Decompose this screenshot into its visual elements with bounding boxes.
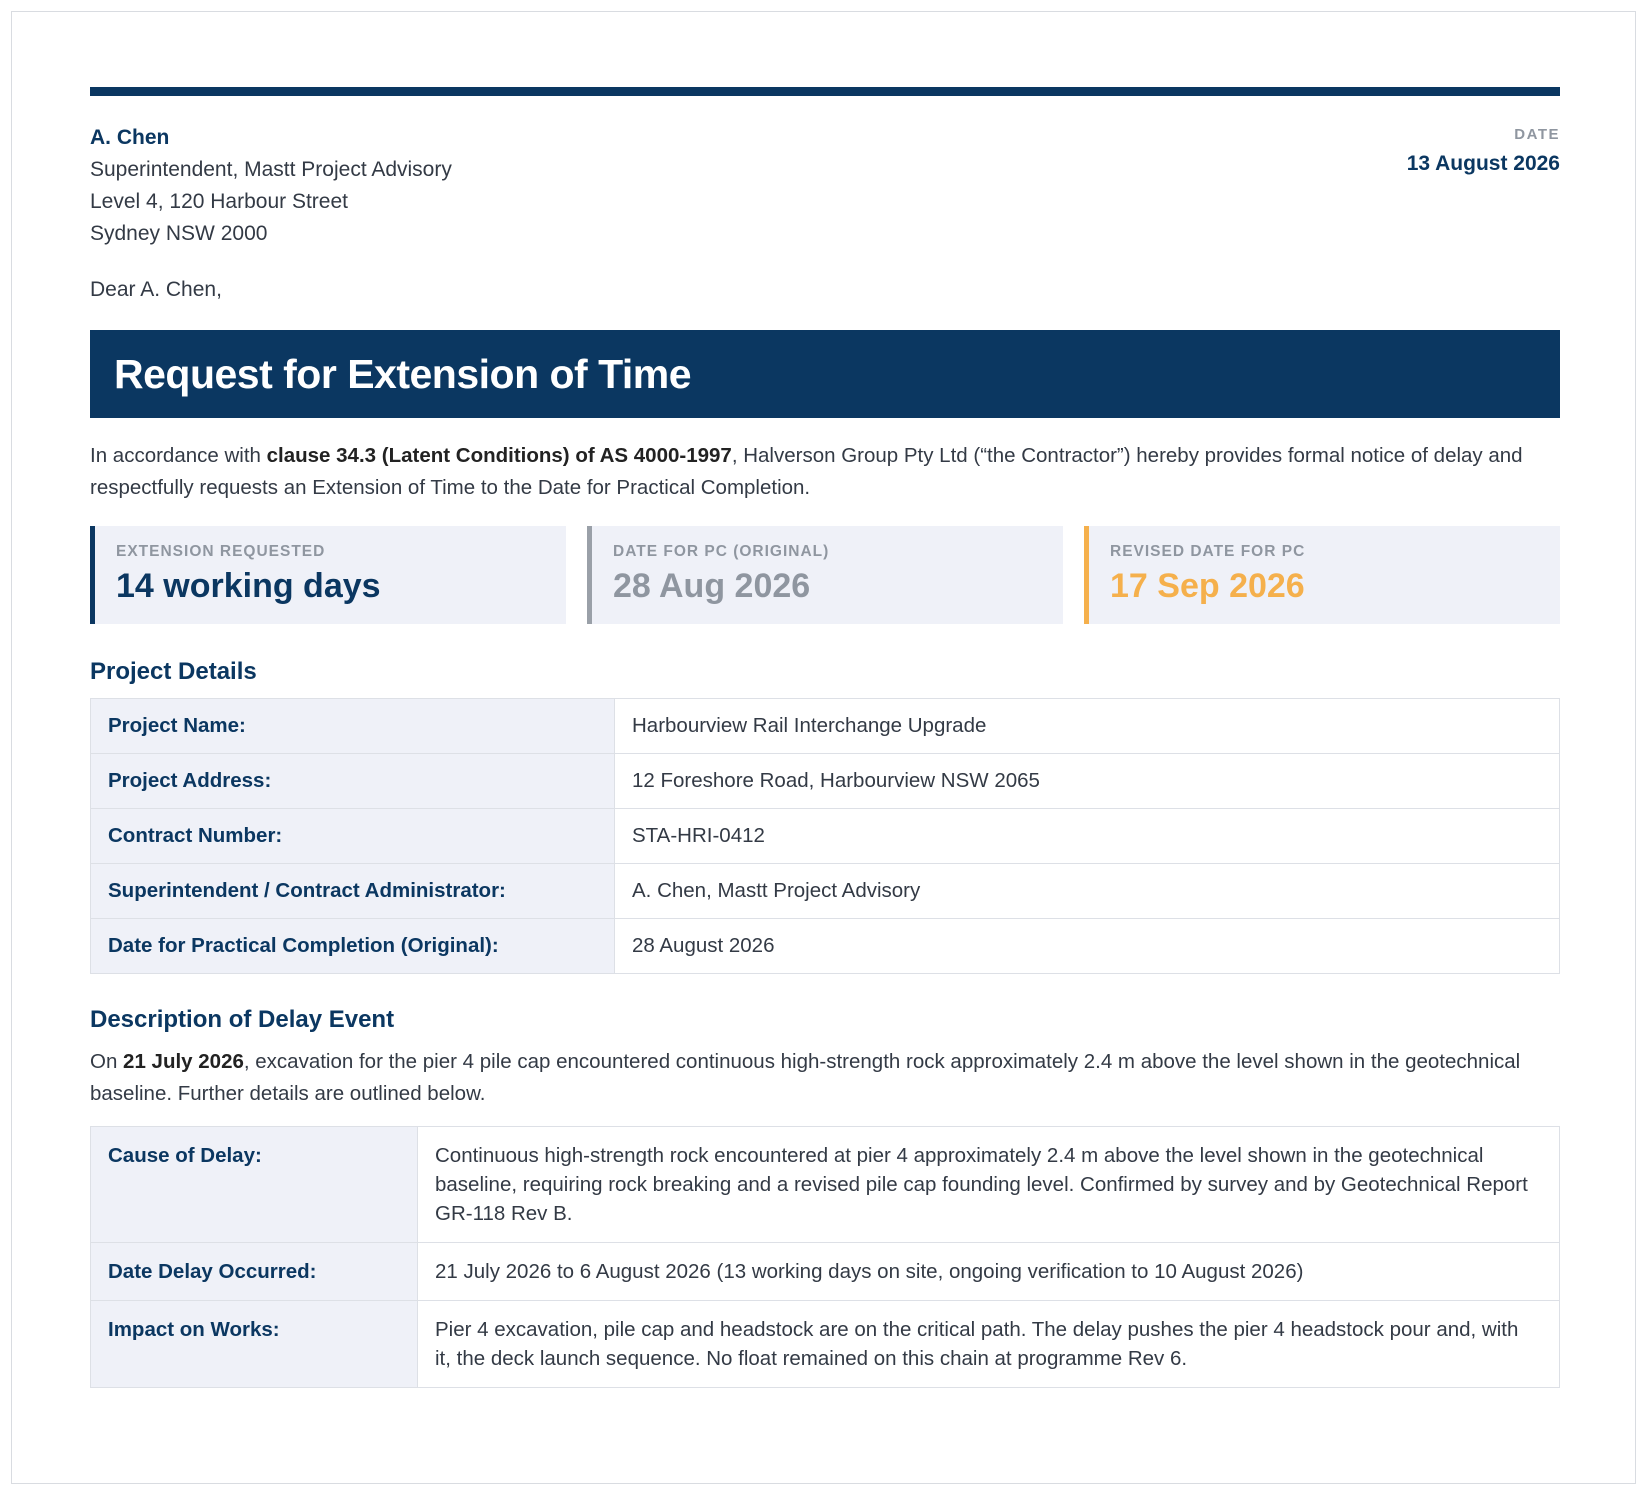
card-label: REVISED DATE FOR PC [1110, 543, 1306, 560]
row-key: Cause of Delay: [91, 1127, 418, 1243]
row-value: Pier 4 excavation, pile cap and headstock are on the critical path. The delay pushes the pier 4 headstock pour and, with it, the deck launch sequence. No float remained on this chain at programme Rev 6. [418, 1301, 1560, 1388]
project-details-table [90, 698, 1560, 974]
table-row [91, 1243, 1560, 1301]
table-row [91, 919, 1560, 974]
sender-block [90, 122, 452, 250]
letter-page [11, 11, 1636, 1484]
row-value: A. Chen, Mastt Project Advisory [615, 864, 1560, 919]
card-original-pc-date [587, 526, 1063, 624]
salutation: Dear A. Chen, [90, 278, 222, 301]
row-value: STA-HRI-0412 [615, 809, 1560, 864]
row-key: Project Name: [91, 699, 615, 754]
delay-text: , excavation for the pier 4 pile cap encountered continuous high-strength rock approximately 2.4 m above the level shown in the geotechnical baseline. Further details are outlined below. [90, 1050, 1521, 1105]
letter-header [90, 122, 1560, 262]
table-row [91, 1301, 1560, 1388]
delay-text: On [90, 1050, 124, 1073]
table-row [91, 809, 1560, 864]
row-value: 12 Foreshore Road, Harbourview NSW 2065 [615, 754, 1560, 809]
summary-cards [90, 526, 1560, 624]
card-value: 17 Sep 2026 [1110, 567, 1305, 605]
row-key: Impact on Works: [91, 1301, 418, 1388]
table-row [91, 754, 1560, 809]
table-row [91, 864, 1560, 919]
sender-line: Superintendent, Mastt Project Advisory [90, 158, 452, 181]
delay-description [90, 1046, 1560, 1110]
row-value: Harbourview Rail Interchange Upgrade [615, 699, 1560, 754]
row-value: Continuous high-strength rock encountered at pier 4 approximately 2.4 m above the level shown in the geotechnical baseline, requiring rock breaking and a revised pile cap founding level. Confirmed by survey and by Geotechnical Report GR-118 Rev B. [418, 1127, 1560, 1243]
row-key: Contract Number: [91, 809, 615, 864]
delay-details-table [90, 1126, 1560, 1388]
sender-line: Level 4, 120 Harbour Street [90, 190, 348, 213]
card-revised-pc-date [1084, 526, 1560, 624]
date-value: 13 August 2026 [1406, 152, 1560, 175]
table-row [91, 699, 1560, 754]
row-key: Superintendent / Contract Administrator: [91, 864, 615, 919]
date-label: DATE [1514, 126, 1560, 143]
sender-name: A. Chen [90, 126, 170, 149]
row-key: Project Address: [91, 754, 615, 809]
letter-content [90, 87, 1560, 1388]
table-row [91, 1127, 1560, 1243]
card-extension-requested [90, 526, 566, 624]
card-value: 28 Aug 2026 [613, 567, 811, 605]
row-value: 28 August 2026 [615, 919, 1560, 974]
delay-date: 21 July 2026 [123, 1050, 244, 1073]
project-details-heading: Project Details [90, 658, 257, 685]
date-block [1407, 122, 1560, 180]
intro-text: In accordance with [90, 444, 267, 467]
card-label: DATE FOR PC (ORIGINAL) [613, 543, 830, 560]
sender-line: Sydney NSW 2000 [90, 222, 268, 245]
row-key: Date for Practical Completion (Original): [91, 919, 615, 974]
delay-event-heading: Description of Delay Event [90, 1006, 395, 1033]
intro-text: , Halverson Group Pty Ltd (“the Contractor”) hereby provides formal notice of delay and respectfully requests an Extension of Time to the Date for Practical Completion. [90, 444, 1523, 499]
intro-paragraph [90, 440, 1560, 504]
row-key: Date Delay Occurred: [91, 1243, 418, 1301]
card-label: EXTENSION REQUESTED [116, 543, 326, 560]
letter-title: Request for Extension of Time [114, 350, 692, 397]
row-value: 21 July 2026 to 6 August 2026 (13 working days on site, ongoing verification to 10 August 2026) [418, 1243, 1560, 1301]
top-rule [90, 87, 1560, 96]
card-value: 14 working days [116, 567, 381, 605]
title-bar [90, 330, 1560, 418]
intro-clause: clause 34.3 (Latent Conditions) of AS 4000-1997 [266, 444, 732, 467]
